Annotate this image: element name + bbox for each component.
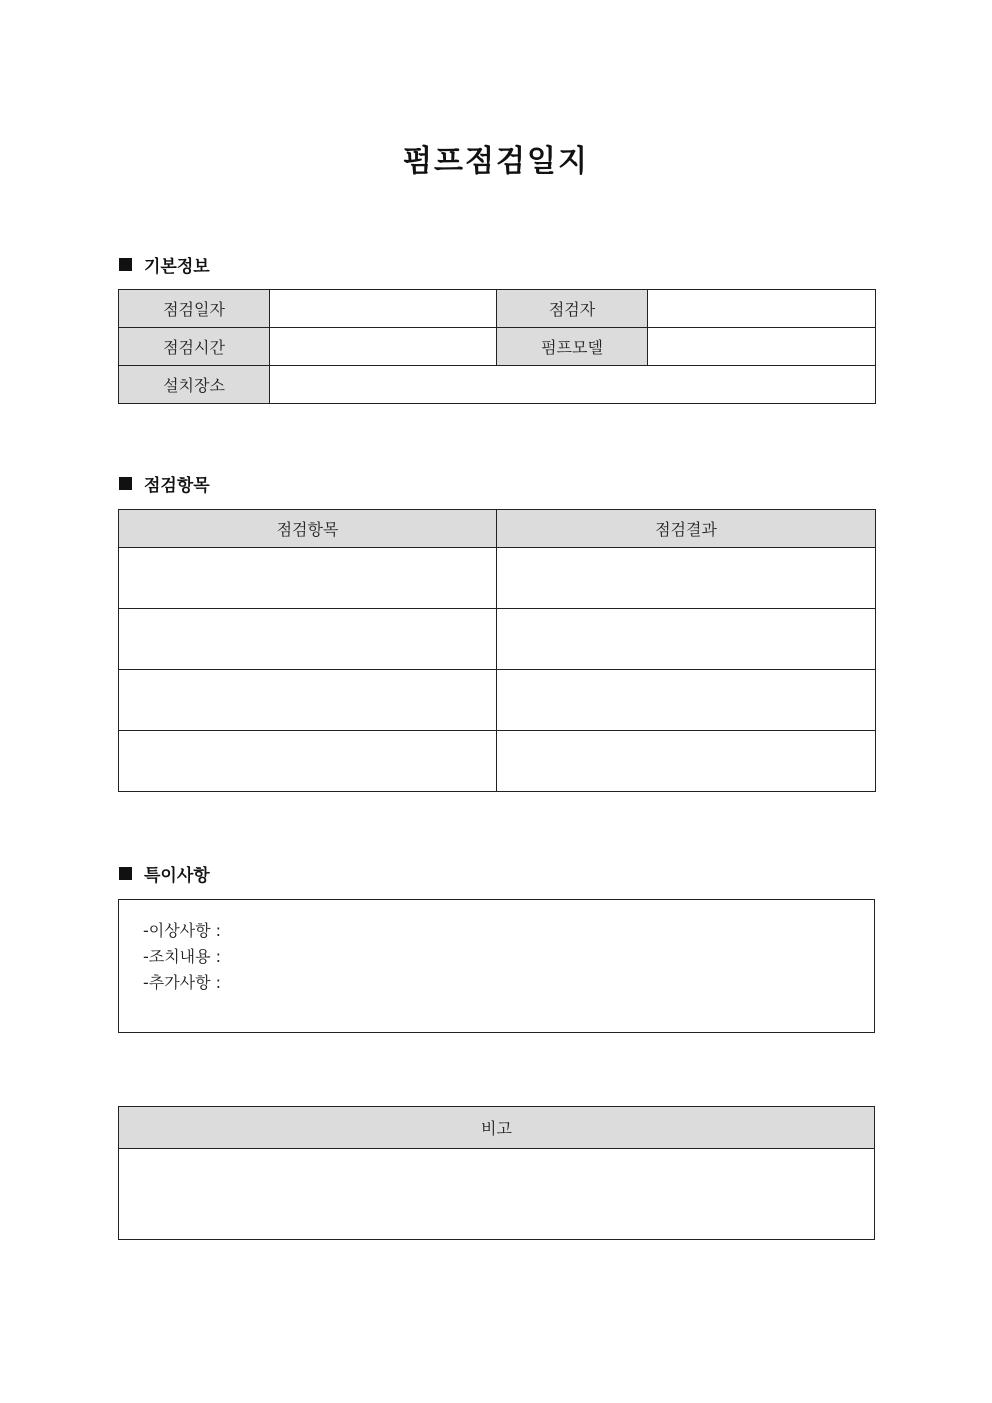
table-row: [119, 670, 876, 731]
inspection-time-label: 점검시간: [119, 328, 270, 366]
anomaly-line: -이상사항 :: [143, 921, 222, 940]
square-bullet-icon: [119, 258, 132, 271]
inspector-label: 점검자: [497, 290, 648, 328]
remarks-label: 비고: [119, 1107, 875, 1149]
remarks-table: [118, 1106, 875, 1240]
special-notes-heading: [119, 861, 210, 885]
square-bullet-icon: [119, 477, 132, 490]
action-taken-line: -조치내용 :: [143, 947, 222, 966]
check-item-cell[interactable]: [119, 548, 497, 609]
column-header-item: 점검항목: [119, 510, 497, 548]
special-notes-heading-text: 특이사항: [144, 865, 210, 886]
check-items-heading-text: 점검항목: [144, 475, 210, 496]
pump-model-label: 펌프모델: [497, 328, 648, 366]
square-bullet-icon: [119, 867, 132, 880]
basic-info-heading: [119, 252, 210, 276]
inspector-field[interactable]: [648, 290, 876, 328]
inspection-date-label: 점검일자: [119, 290, 270, 328]
check-result-cell[interactable]: [497, 731, 876, 792]
remarks-field[interactable]: [119, 1149, 875, 1240]
basic-info-table: [118, 289, 876, 404]
check-result-cell[interactable]: [497, 548, 876, 609]
check-items-heading: [119, 471, 210, 495]
check-item-cell[interactable]: [119, 731, 497, 792]
check-result-cell[interactable]: [497, 609, 876, 670]
inspection-time-field[interactable]: [270, 328, 497, 366]
check-item-cell[interactable]: [119, 609, 497, 670]
document-title: 펌프점검일지: [403, 144, 589, 179]
install-location-label: 설치장소: [119, 366, 270, 404]
pump-model-field[interactable]: [648, 328, 876, 366]
special-notes-box[interactable]: [118, 899, 875, 1033]
check-item-cell[interactable]: [119, 670, 497, 731]
install-location-field[interactable]: [270, 366, 876, 404]
basic-info-heading-text: 기본정보: [144, 256, 210, 277]
table-row: [119, 731, 876, 792]
additional-notes-line: -추가사항 :: [143, 973, 222, 992]
inspection-date-field[interactable]: [270, 290, 497, 328]
check-result-cell[interactable]: [497, 670, 876, 731]
check-items-table: [118, 509, 876, 792]
column-header-result: 점검결과: [497, 510, 876, 548]
table-row: [119, 548, 876, 609]
table-row: [119, 609, 876, 670]
